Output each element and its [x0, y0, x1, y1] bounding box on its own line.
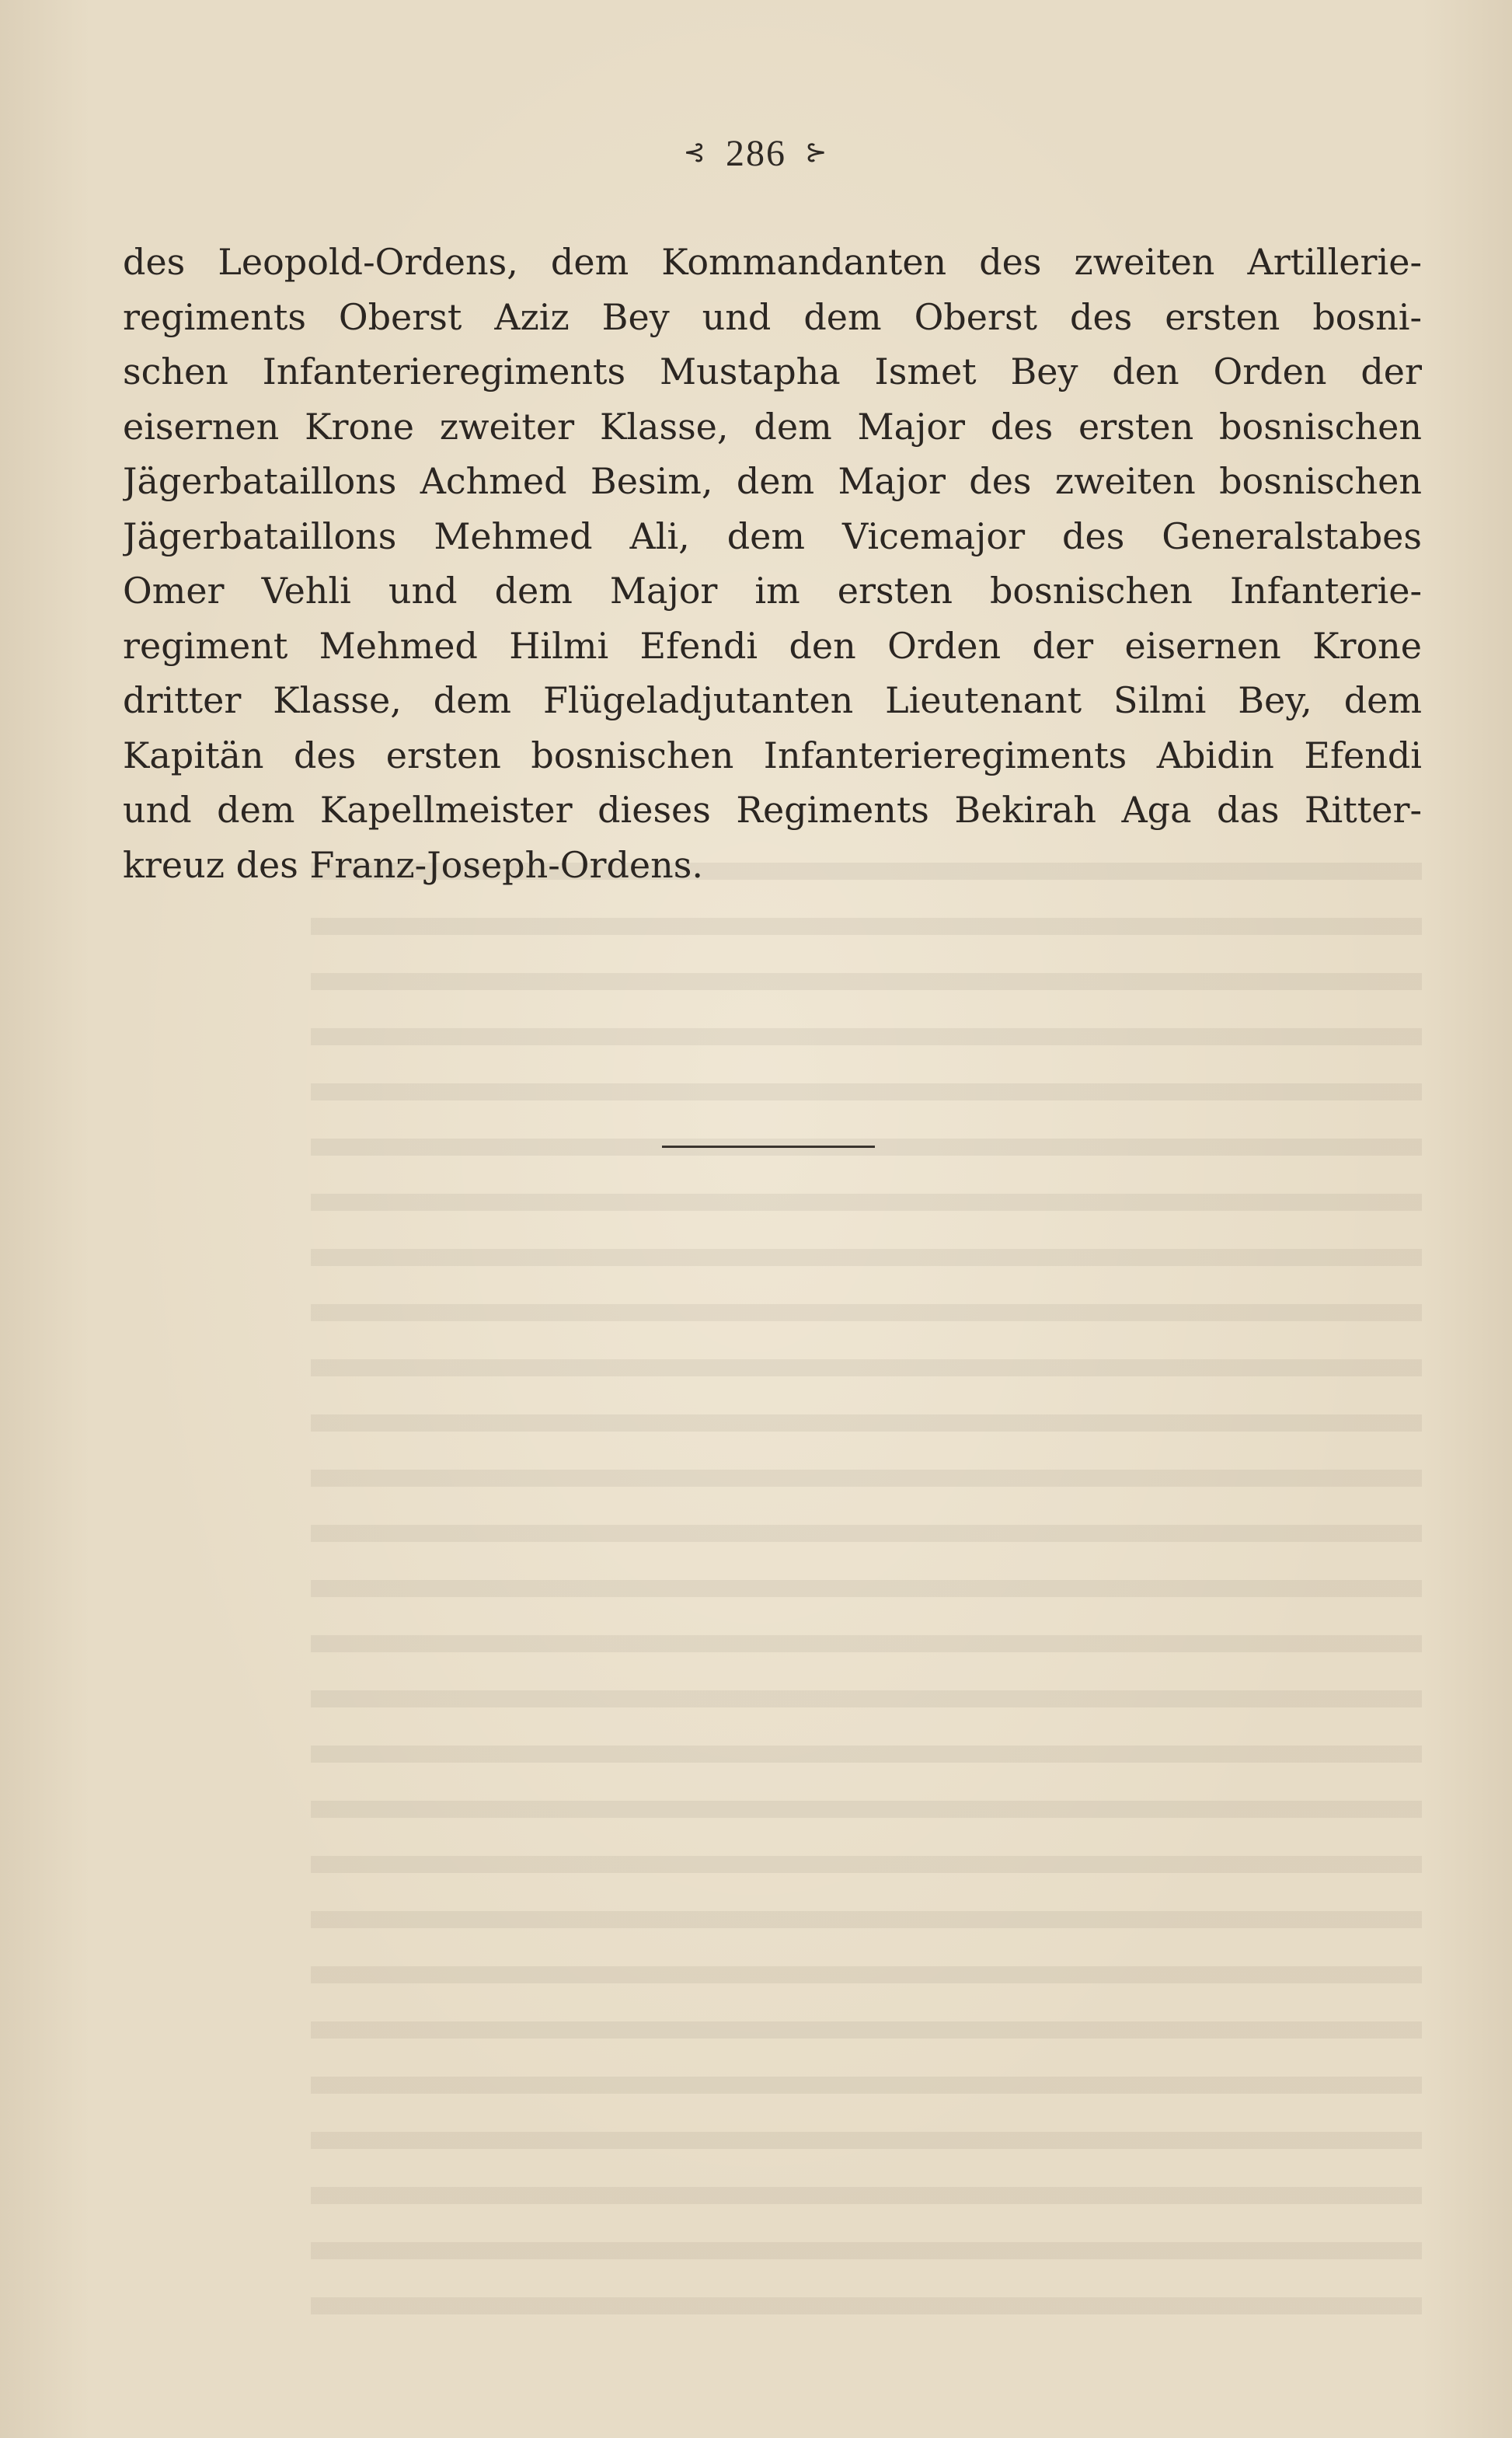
section-divider: [662, 1146, 875, 1148]
text-line: regiment Mehmed Hilmi Efendi den Orden der eisernen Krone: [123, 624, 1422, 667]
page-header: [0, 132, 1512, 175]
text-line: dritter Klasse, dem Flügeladjutanten Lieutenant Silmi Bey, dem: [123, 679, 1422, 721]
text-line: kreuz des Franz-Joseph-Ordens.: [123, 843, 704, 886]
body-paragraph: [123, 235, 1422, 892]
page-number: 286: [726, 133, 786, 174]
ornament-right-icon: ⊱: [805, 138, 829, 167]
text-line: Jägerbataillons Mehmed Ali, dem Vicemajor des Generalstabes: [123, 514, 1422, 557]
text-line: eisernen Krone zweiter Klasse, dem Major des ersten bosnischen: [123, 405, 1422, 448]
show-through-texture: [311, 863, 1422, 2339]
ornament-left-icon: ⊰: [683, 138, 707, 167]
text-line: und dem Kapellmeister dieses Regiments Bekirah Aga das Ritter-: [123, 789, 1422, 831]
text-line: Omer Vehli und dem Major im ersten bosnischen Infanterie-: [123, 570, 1422, 612]
text-line: regiments Oberst Aziz Bey und dem Oberst des ersten bosni-: [123, 295, 1422, 338]
text-line: schen Infanterieregiments Mustapha Ismet Bey den Orden der: [123, 351, 1422, 392]
text-line: Kapitän des ersten bosnischen Infanterieregiments Abidin Efendi: [123, 734, 1422, 776]
text-line: des Leopold-Ordens, dem Kommandanten des zweiten Artillerie-: [123, 241, 1422, 283]
text-line: Jägerbataillons Achmed Besim, dem Major des zweiten bosnischen: [123, 460, 1422, 502]
